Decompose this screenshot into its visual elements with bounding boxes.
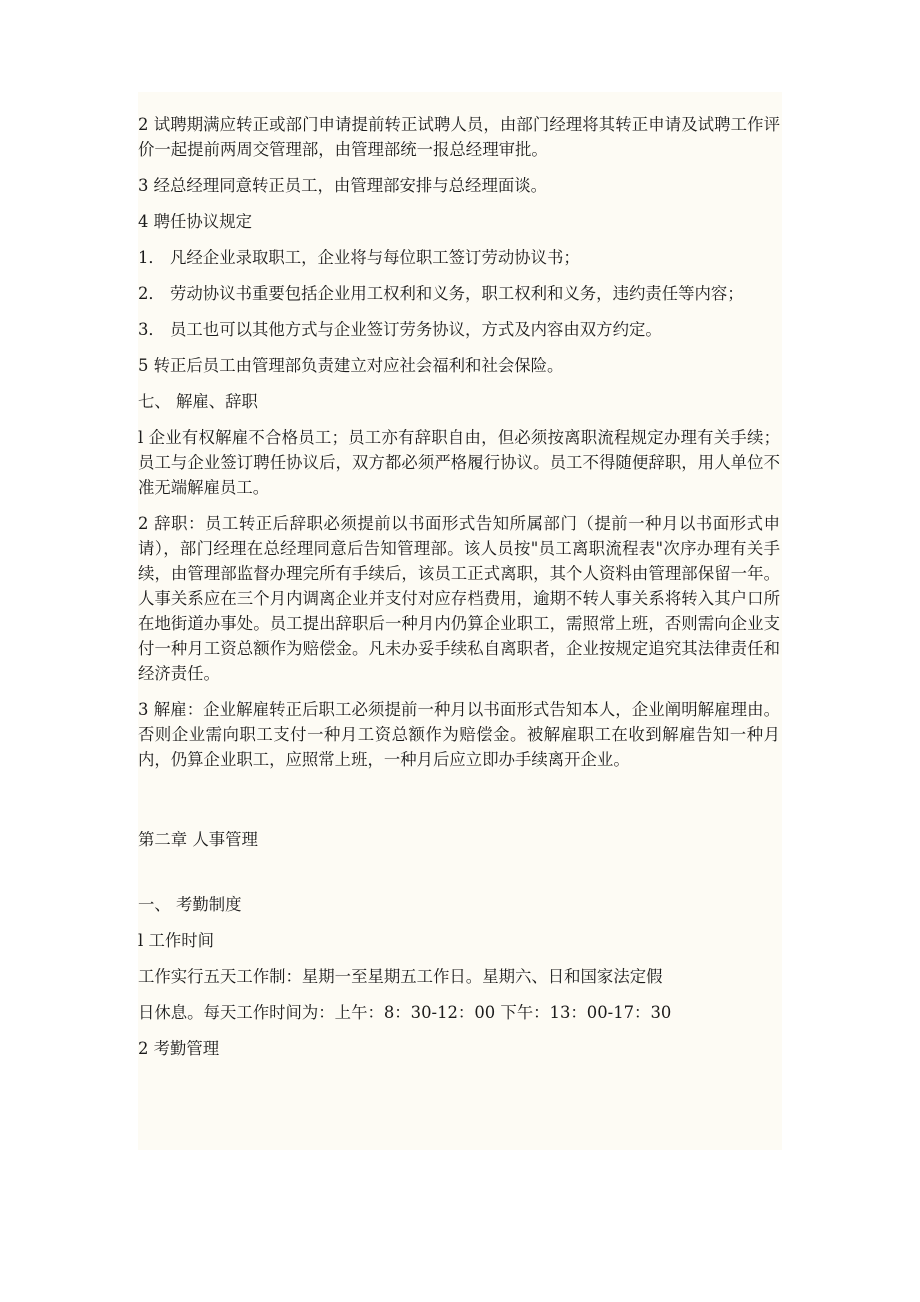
section-title-attendance: 一、 考勤制度 [138, 895, 242, 914]
spacer [138, 783, 782, 827]
spacer [138, 852, 782, 892]
item-work-week: 工作实行五天工作制：星期一至星期五工作日。星期六、日和国家法定假 [138, 967, 663, 986]
item-daily-hours: 日休息。每天工作时间为：上午：8：30-12：00 下午：13：00-17：30 [138, 1003, 672, 1022]
paragraph-dismissal: 3 解雇：企业解雇转正后职工必须提前一种月以书面形式告知本人，企业阐明解雇理由。否则企业需向职工支付一种月工资总额作为赔偿金。被解雇职工在收到解雇告知一种月内，仍算企业职工，应照常上班，一种月后应立即办手续离开企业。 [138, 700, 780, 769]
document-page [138, 92, 782, 1150]
paragraph-resignation: 2 辞职：员工转正后辞职必须提前以书面形式告知所属部门（提前一种月以书面形式申请），部门经理在总经理同意后告知管理部。该人员按"员工离职流程表"次序办理有关手续，由管理部监督办理完所有手续后，该员工正式离职，其个人资料由管理部保留一年。人事关系应在三个月内调离企业并支付对应存档费用，逾期不转人事关系将转入其户口所在地街道办事处。员工提出辞职后一种月内仍算企业职工，需照常上班，否则需向企业支付一种月工资总额作为赔偿金。凡未办妥手续私自离职者，企业按规定追究其法律责任和经济责任。 [138, 514, 780, 683]
paragraph-dismissal-rights: l 企业有权解雇不合格员工；员工亦有辞职自由，但必须按离职流程规定办理有关手续；员工与企业签订聘任协议后，双方都必须严格履行协议。员工不得随便辞职，用人单位不准无端解雇员工。 [138, 428, 780, 497]
chapter-title: 第二章 人事管理 [138, 830, 258, 849]
paragraph-probation-transfer: 2 试聘期满应转正或部门申请提前转正试聘人员，由部门经理将其转正申请及试聘工作评价一起提前两周交管理部，由管理部统一报总经理审批。 [138, 115, 780, 159]
section-heading-dismissal: 七、 解雇、辞职 [138, 392, 258, 411]
paragraph-welfare-insurance: 5 转正后员工由管理部负责建立对应社会福利和社会保险。 [138, 356, 564, 375]
item-attendance-management-heading: 2 考勤管理 [138, 1039, 220, 1058]
document-content [138, 92, 782, 1061]
paragraph-manager-interview: 3 经总经理同意转正员工，由管理部安排与总经理面谈。 [138, 176, 548, 195]
item-work-hours-heading: l 工作时间 [138, 931, 215, 950]
paragraph-contract-rules-heading: 4 聘任协议规定 [138, 212, 252, 231]
paragraph-contract-rule-1: 1． 凡经企业录取职工，企业将与每位职工签订劳动协议书； [138, 248, 580, 267]
paragraph-contract-rule-2: 2． 劳动协议书重要包括企业用工权利和义务，职工权利和义务，违约责任等内容； [138, 284, 744, 303]
paragraph-contract-rule-3: 3． 员工也可以其他方式与企业签订劳务协议，方式及内容由双方约定。 [138, 320, 662, 339]
